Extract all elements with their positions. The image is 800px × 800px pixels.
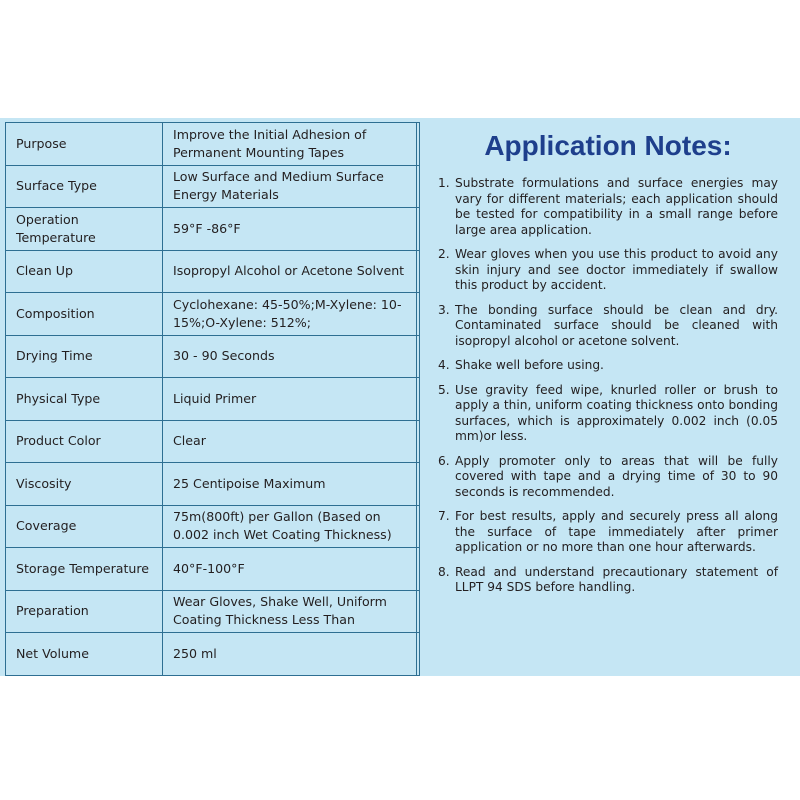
spec-value: 30 - 90 Seconds <box>163 335 420 378</box>
table-row <box>6 250 420 293</box>
list-item <box>438 565 778 596</box>
table-row <box>6 335 420 378</box>
list-item <box>438 454 778 501</box>
spec-table <box>5 122 420 676</box>
spec-value: Wear Gloves, Shake Well, Uniform Coating Thickness Less Than <box>163 590 420 633</box>
note-text: The bonding surface should be clean and dry. Contaminated surface should be cleaned with isopropyl alcohol or acetone solvent. <box>455 302 778 348</box>
table-row <box>6 293 420 336</box>
note-number: 5. <box>438 382 450 397</box>
spec-label: Composition <box>6 293 163 336</box>
list-item <box>438 176 778 238</box>
notes-list <box>438 176 778 596</box>
spec-value: Cyclohexane: 45-50%;M-Xylene: 10-15%;O-Xylene: 512%; <box>163 293 420 336</box>
list-item <box>438 303 778 350</box>
spec-value: Isopropyl Alcohol or Acetone Solvent <box>163 250 420 293</box>
spec-value: Liquid Primer <box>163 378 420 421</box>
note-number: 3. <box>438 302 450 317</box>
table-row <box>6 548 420 591</box>
note-text: Apply promoter only to areas that will be fully covered with tape and a drying time of 30 to 90 seconds is recommended. <box>455 453 778 499</box>
spec-value: 25 Centipoise Maximum <box>163 463 420 506</box>
application-notes <box>438 130 778 605</box>
note-text: Substrate formulations and surface energies may vary for different materials; each application should be tested for compatibility in a small range before large area application. <box>455 176 778 237</box>
spec-value: Clear <box>163 420 420 463</box>
note-number: 6. <box>438 453 450 468</box>
spec-label: Preparation <box>6 590 163 633</box>
table-row <box>6 590 420 633</box>
column-divider <box>416 122 417 676</box>
table-row <box>6 633 420 676</box>
note-number: 2. <box>438 247 450 261</box>
spec-label: Clean Up <box>6 250 163 293</box>
note-text: For best results, apply and securely press all along the surface of tape immediately after primer application or no more than one hour afterwards. <box>455 509 778 554</box>
note-number: 8. <box>438 564 450 579</box>
list-item <box>438 358 778 374</box>
spec-label: Coverage <box>6 505 163 548</box>
table-row <box>6 208 420 251</box>
note-number: 4. <box>438 358 450 372</box>
list-item <box>438 383 778 445</box>
spec-label: Purpose <box>6 123 163 166</box>
spec-value: Low Surface and Medium Surface Energy Materials <box>163 165 420 208</box>
spec-label: Net Volume <box>6 633 163 676</box>
note-number: 1. <box>438 176 450 190</box>
spec-label: Storage Temperature <box>6 548 163 591</box>
table-row <box>6 378 420 421</box>
list-item <box>438 247 778 294</box>
spec-label: Viscosity <box>6 463 163 506</box>
spec-value: 75m(800ft) per Gallon (Based on 0.002 inch Wet Coating Thickness) <box>163 505 420 548</box>
table-row <box>6 505 420 548</box>
note-text: Read and understand precautionary statement of LLPT 94 SDS before handling. <box>455 564 778 594</box>
spec-label: Surface Type <box>6 165 163 208</box>
notes-title: Application Notes: <box>484 130 732 161</box>
note-text: Shake well before using. <box>455 358 604 372</box>
list-item <box>438 509 778 556</box>
note-number: 7. <box>438 509 450 523</box>
spec-value: 40°F-100°F <box>163 548 420 591</box>
table-row <box>6 123 420 166</box>
table-row <box>6 420 420 463</box>
spec-value: 59°F -86°F <box>163 208 420 251</box>
spec-value: 250 ml <box>163 633 420 676</box>
table-row <box>6 165 420 208</box>
table-row <box>6 463 420 506</box>
spec-label: Drying Time <box>6 335 163 378</box>
note-text: Wear gloves when you use this product to avoid any skin injury and see doctor immediately if swallow this product by accident. <box>455 247 778 292</box>
spec-label: Product Color <box>6 420 163 463</box>
spec-value: Improve the Initial Adhesion of Permanent Mounting Tapes <box>163 123 420 166</box>
spec-label: Physical Type <box>6 378 163 421</box>
spec-label: Operation Temperature <box>6 208 163 251</box>
note-text: Use gravity feed wipe, knurled roller or brush to apply a thin, uniform coating thickness onto bonding surfaces, which is approximately 0.002 inch (0.05 mm)or less. <box>455 382 778 443</box>
